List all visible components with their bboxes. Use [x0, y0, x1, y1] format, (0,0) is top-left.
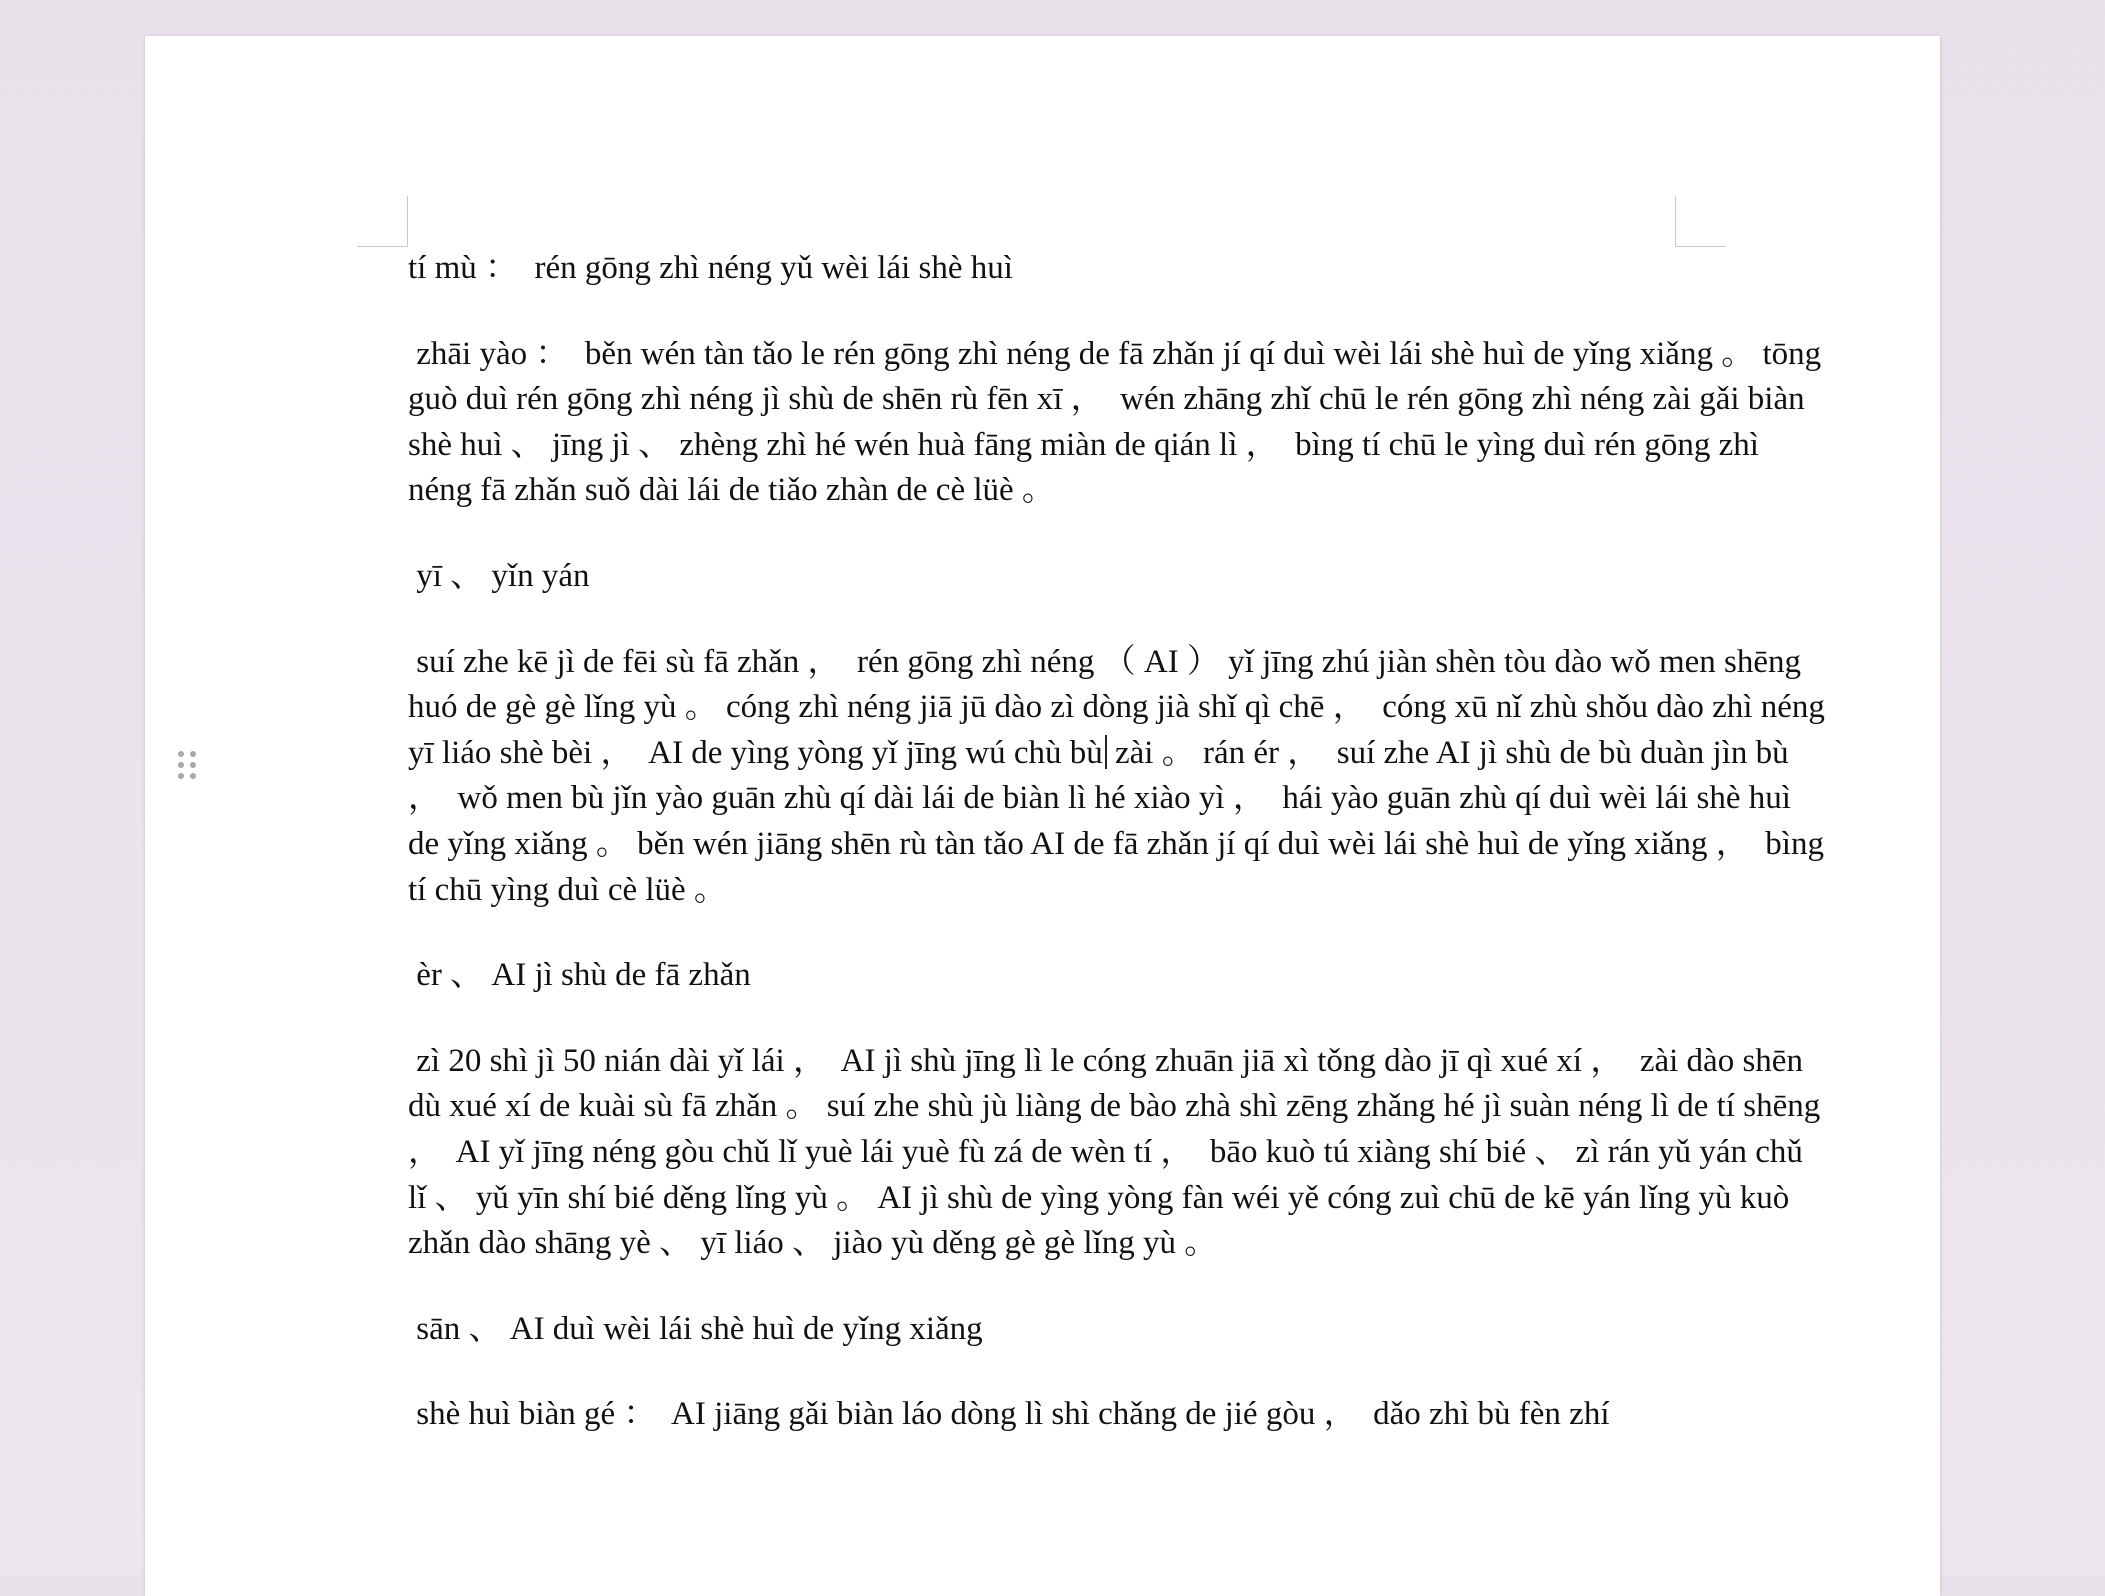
introduction-text-before-cursor: suí zhe kē jì de fēi sù fā zhǎn ， rén gōng zhì néng （ AI ） yǐ jīng zhú jiàn shèn tòu dào wǒ men shēng huó de gè gè lǐng yù 。 cóng zhì néng jiā jū dào zì dòng jià shǐ qì chē ， cóng xū nǐ zhù shǒu dào zhì néng yī liáo shè bèi ， AI de yìng yòng yǐ jīng wú chù bù: [408, 643, 1834, 771]
document-body[interactable]: [408, 246, 1834, 1478]
ai-development-paragraph[interactable]: zì 20 shì jì 50 nián dài yǐ lái ， AI jì shù jīng lì le cóng zhuān jiā xì tǒng dào jī qì xué xí ， zài dào shēn dù xué xí de kuài sù fā zhǎn 。 suí zhe shù jù liàng de bào zhà shì zēng zhǎng hé jì suàn néng lì de tí shēng ， AI yǐ jīng néng gòu chǔ lǐ yuè lái yuè fù zá de wèn tí ， bāo kuò tú xiàng shí bié 、 zì rán yǔ yán chǔ lǐ 、 yǔ yīn shí bié děng lǐng yù 。 AI jì shù de yìng yòng fàn wéi yě cóng zuì chū de kē yán lǐng yù kuò zhǎn dào shāng yè 、 yī liáo 、 jiào yù děng gè gè lǐng yù 。: [408, 1042, 1829, 1262]
abstract-paragraph[interactable]: zhāi yào ： běn wén tàn tǎo le rén gōng zhì néng de fā zhǎn jí qí duì wèi lái shè huì de yǐng xiǎng 。 tōng guò duì rén gōng zhì néng jì shù de shēn rù fēn xī ， wén zhāng zhǐ chū le rén gōng zhì néng zài gǎi biàn shè huì 、 jīng jì 、 zhèng zhì hé wén huà fāng miàn de qián lì ， bìng tí chū le yìng duì rén gōng zhì néng fā zhǎn suǒ dài lái de tiǎo zhàn de cè lüè 。: [408, 335, 1830, 509]
section-heading-ai-impact[interactable]: sān 、 AI duì wèi lái shè huì de yǐng xiǎng: [408, 1310, 983, 1347]
drag-handle-icon[interactable]: [178, 751, 200, 785]
ai-impact-paragraph[interactable]: shè huì biàn gé ： AI jiāng gǎi biàn láo dòng lì shì chǎng de jié gòu ， dǎo zhì bù fèn zhí: [408, 1396, 1610, 1433]
drag-handle-dot: [190, 773, 196, 779]
section-heading-introduction[interactable]: yī 、 yǐn yán: [408, 557, 590, 594]
drag-handle-dot: [178, 773, 184, 779]
top-left-margin-mark: [357, 196, 408, 247]
introduction-paragraph[interactable]: [408, 640, 1834, 914]
document-page[interactable]: [145, 36, 1940, 1596]
text-cursor: [1105, 735, 1107, 769]
drag-handle-dot: [178, 751, 184, 757]
drag-handle-dot: [190, 751, 196, 757]
top-right-margin-mark: [1675, 196, 1726, 247]
drag-handle-dot: [190, 762, 196, 768]
drag-handle-dot: [178, 762, 184, 768]
title-paragraph[interactable]: tí mù ： rén gōng zhì néng yǔ wèi lái shè huì: [408, 250, 1013, 286]
section-heading-ai-development[interactable]: èr 、 AI jì shù de fā zhǎn: [408, 957, 751, 994]
introduction-text-after-cursor: zài 。 rán ér ， suí zhe AI jì shù de bù duàn jìn bù ， wǒ men bù jǐn yào guān zhù qí dài lái de biàn lì hé xiào yì ， hái yào guān zhù qí duì wèi lái shè huì de yǐng xiǎng 。 běn wén jiāng shēn rù tàn tǎo AI de fā zhǎn jí qí duì wèi lái shè huì de yǐng xiǎng ， bìng tí chū yìng duì cè lüè 。: [408, 734, 1833, 908]
